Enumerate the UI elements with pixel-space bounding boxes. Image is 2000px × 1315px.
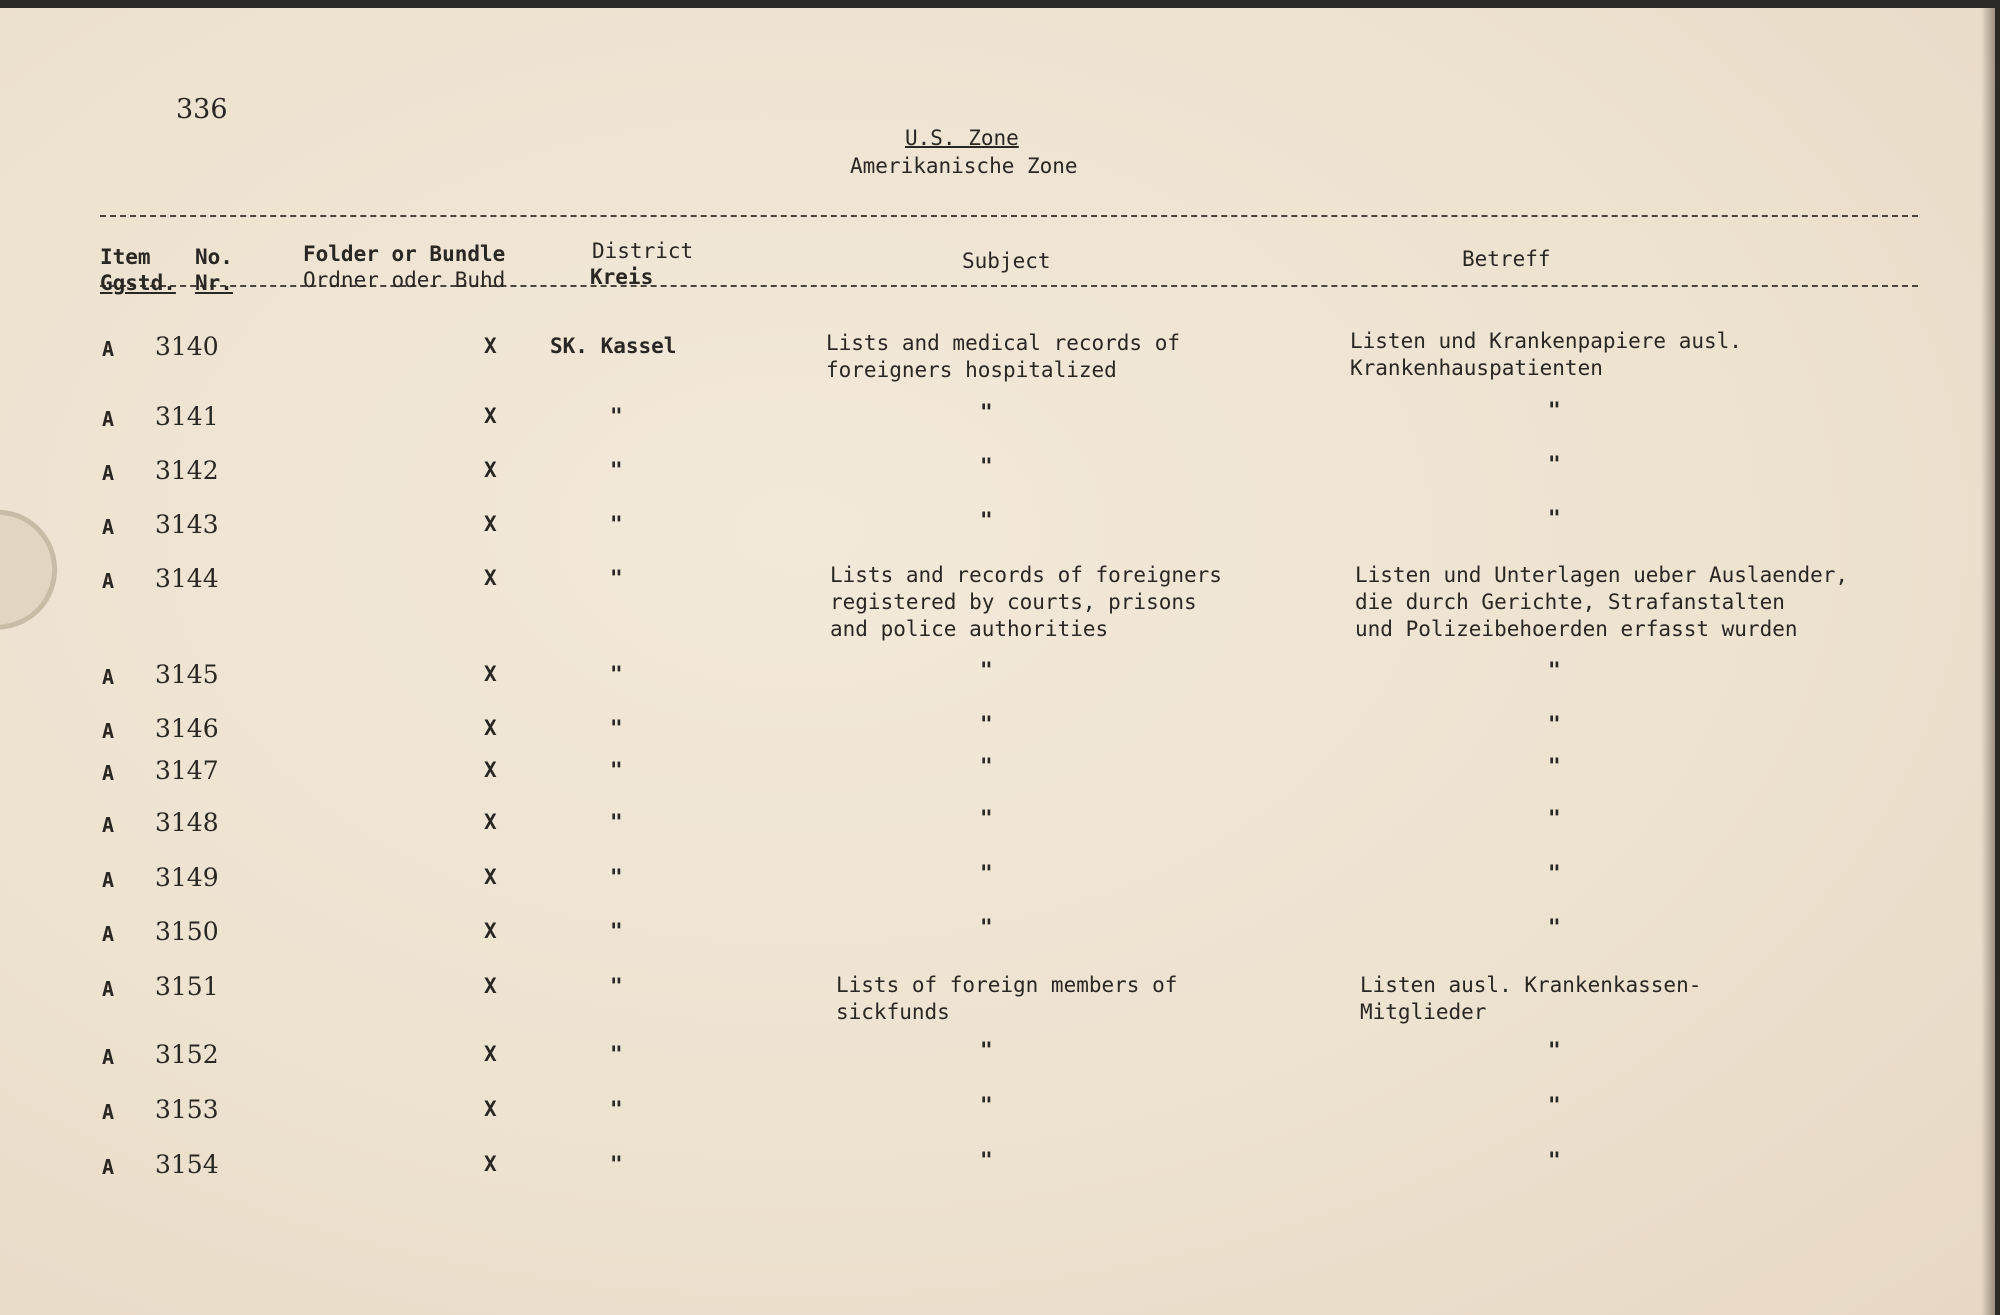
row-subject: " — [980, 861, 993, 885]
row-marker: A — [102, 922, 115, 946]
row-betreff: " — [1548, 1038, 1561, 1062]
table-row — [0, 329, 1995, 382]
header-folder: Folder or Bundle — [303, 242, 506, 266]
row-number: 3140 — [155, 332, 219, 361]
row-folder: X — [484, 810, 497, 834]
table-row — [0, 1038, 1995, 1081]
row-district: " — [610, 662, 623, 686]
table-row — [0, 861, 1995, 904]
row-marker: A — [102, 1155, 115, 1179]
row-number: 3146 — [155, 714, 219, 743]
row-number: 3147 — [155, 756, 219, 785]
table-row — [0, 1093, 1995, 1136]
row-folder: X — [484, 566, 497, 590]
row-district: " — [610, 1152, 623, 1176]
row-marker: A — [102, 461, 115, 485]
row-marker: A — [102, 515, 115, 539]
row-number: 3149 — [155, 863, 219, 892]
row-betreff: " — [1548, 452, 1561, 476]
row-folder: X — [484, 758, 497, 782]
row-folder: X — [484, 1152, 497, 1176]
row-district: " — [610, 1042, 623, 1066]
row-district: " — [610, 810, 623, 834]
table-row — [0, 712, 1995, 755]
header-subject: Subject — [962, 249, 1051, 273]
table-row — [0, 915, 1995, 958]
header-betreff: Betreff — [1462, 247, 1551, 271]
row-subject: " — [980, 508, 993, 532]
row-betreff: " — [1548, 398, 1561, 422]
header-kreis: Kreis — [590, 265, 654, 289]
row-district: " — [610, 1097, 623, 1121]
row-folder: X — [484, 404, 497, 428]
table-row — [0, 658, 1995, 701]
row-number: 3153 — [155, 1095, 219, 1124]
table-row — [0, 398, 1995, 443]
row-folder: X — [484, 974, 497, 998]
row-marker: A — [102, 719, 115, 743]
table-row — [0, 452, 1995, 497]
row-district: " — [610, 758, 623, 782]
table-row — [0, 563, 1995, 641]
row-betreff: " — [1548, 712, 1561, 736]
document-page — [0, 8, 1995, 1315]
table-row — [0, 806, 1995, 849]
zone-title-de: Amerikanische Zone — [850, 154, 1078, 178]
row-betreff: " — [1548, 506, 1561, 530]
row-folder: X — [484, 1097, 497, 1121]
row-district: " — [610, 919, 623, 943]
row-subject: " — [980, 1148, 993, 1172]
row-subject: Lists and records of foreigners registered by courts, prisons and police authorities — [830, 563, 1222, 641]
row-subject: " — [980, 400, 993, 424]
table-row — [0, 754, 1995, 797]
row-number: 3152 — [155, 1040, 219, 1069]
row-district: SK. Kassel — [550, 334, 677, 358]
row-district: " — [610, 716, 623, 740]
row-marker: A — [102, 569, 115, 593]
page-number: 336 — [176, 94, 228, 125]
header-district: District — [592, 239, 694, 263]
header-ordner: Ordner oder Buhd — [303, 268, 506, 292]
row-folder: X — [484, 865, 497, 889]
row-folder: X — [484, 716, 497, 740]
header-ggstd: Ggstd. — [100, 271, 176, 295]
row-marker: A — [102, 337, 115, 361]
row-betreff: Listen und Unterlagen ueber Auslaender, die durch Gerichte, Strafanstalten und Polizeibehoerden erfasst wurden — [1355, 563, 1849, 641]
row-folder: X — [484, 458, 497, 482]
row-subject: " — [980, 712, 993, 736]
row-marker: A — [102, 868, 115, 892]
row-subject: " — [980, 454, 993, 478]
row-folder: X — [484, 334, 497, 358]
row-betreff: " — [1548, 915, 1561, 939]
row-subject: " — [980, 806, 993, 830]
row-betreff: Listen ausl. Krankenkassen- Mitglieder — [1360, 973, 1702, 1024]
row-marker: A — [102, 1100, 115, 1124]
row-folder: X — [484, 662, 497, 686]
row-number: 3154 — [155, 1150, 219, 1179]
row-marker: A — [102, 1045, 115, 1069]
header-no: No. — [195, 245, 233, 269]
zone-title-en: U.S. Zone — [905, 126, 1019, 150]
row-subject: " — [980, 754, 993, 778]
row-betreff: " — [1548, 806, 1561, 830]
header-item: Item — [100, 245, 151, 269]
row-betreff: " — [1548, 658, 1561, 682]
table-row — [0, 1148, 1995, 1191]
row-subject: " — [980, 658, 993, 682]
table-row — [0, 972, 1995, 1024]
header-nr: Nr. — [195, 271, 233, 295]
row-marker: A — [102, 813, 115, 837]
row-folder: X — [484, 1042, 497, 1066]
row-subject: " — [980, 1038, 993, 1062]
row-folder: X — [484, 512, 497, 536]
row-betreff: Listen und Krankenpapiere ausl. Krankenhauspatienten — [1350, 329, 1742, 380]
row-number: 3145 — [155, 660, 219, 689]
row-marker: A — [102, 407, 115, 431]
row-folder: X — [484, 919, 497, 943]
row-district: " — [610, 512, 623, 536]
row-number: 3141 — [155, 402, 219, 431]
row-district: " — [610, 974, 623, 998]
row-number: 3150 — [155, 917, 219, 946]
row-betreff: " — [1548, 1093, 1561, 1117]
row-marker: A — [102, 977, 115, 1001]
table-row — [0, 506, 1995, 551]
row-marker: A — [102, 761, 115, 785]
row-number: 3143 — [155, 510, 219, 539]
row-betreff: " — [1548, 754, 1561, 778]
row-number: 3148 — [155, 808, 219, 837]
row-district: " — [610, 566, 623, 590]
row-district: " — [610, 458, 623, 482]
row-number: 3142 — [155, 456, 219, 485]
row-subject: Lists and medical records of foreigners hospitalized — [826, 331, 1181, 382]
header-rule-top — [100, 215, 1918, 217]
row-district: " — [610, 404, 623, 428]
row-subject: " — [980, 915, 993, 939]
row-betreff: " — [1548, 1148, 1561, 1172]
row-betreff: " — [1548, 861, 1561, 885]
row-subject: " — [980, 1093, 993, 1117]
row-subject: Lists of foreign members of sickfunds — [836, 973, 1178, 1024]
row-district: " — [610, 865, 623, 889]
row-number: 3151 — [155, 972, 219, 1001]
row-number: 3144 — [155, 564, 219, 593]
row-marker: A — [102, 665, 115, 689]
